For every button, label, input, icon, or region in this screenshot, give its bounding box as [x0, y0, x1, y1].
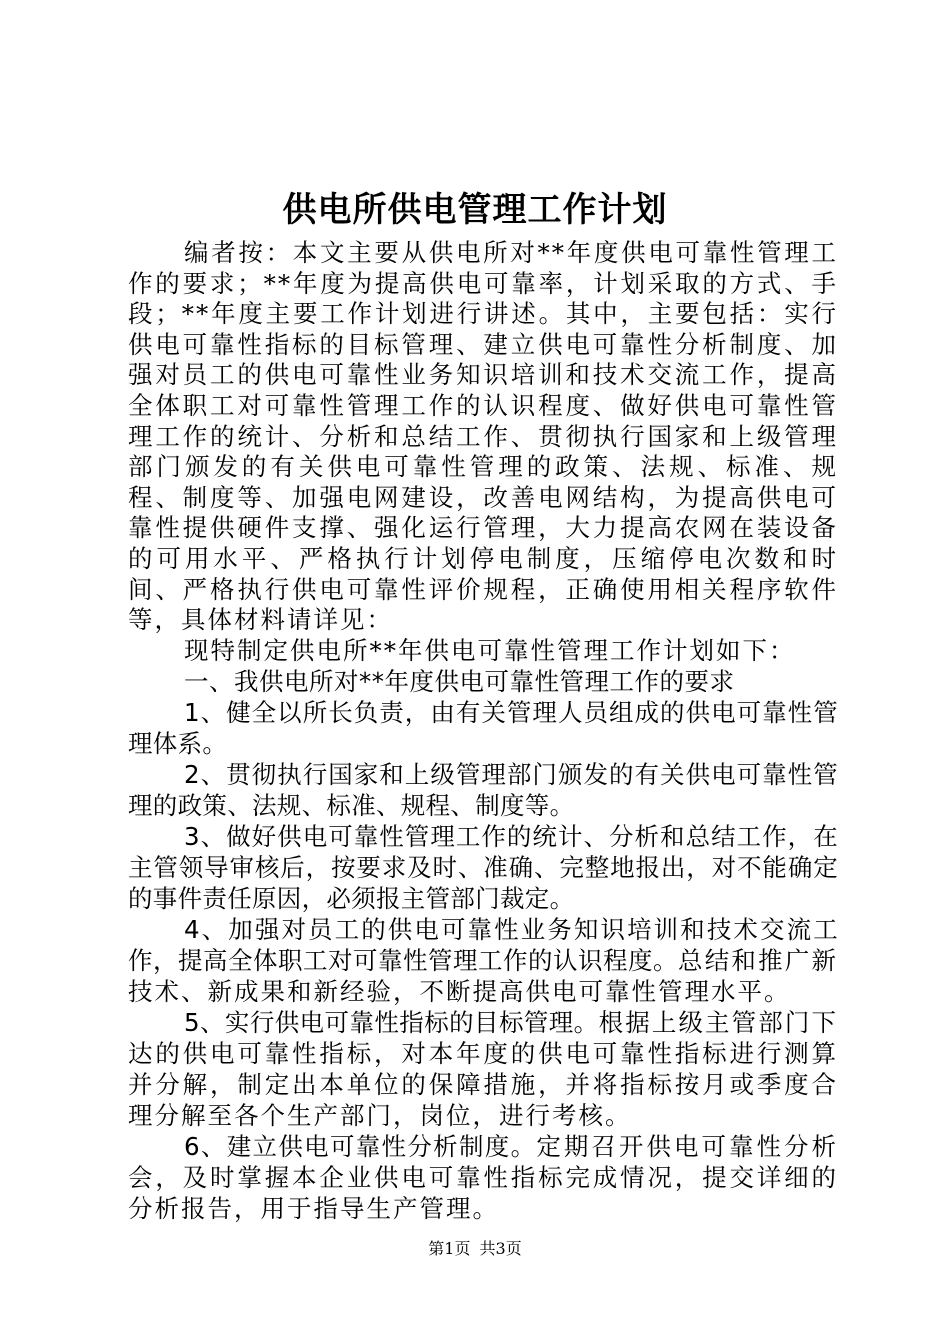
item-lead-text: 6、建立供电可靠性分析制度。	[184, 1132, 537, 1162]
item-lead-text: 3、做好供电可靠性管理工作的统计、分析和总结工作，在主管领导审核后，按要求及时、准确、完整地报出，对不能确定的事件责任原因，必须报主管部门裁定。	[128, 822, 838, 914]
item-rest-text: 根据上级主管部门下达的供电可靠性指标，对本年度的供电可靠性指标进行测算并分解，制定出本单位的保障措施，并将指标按月或季度合理分解至各个生产部门，岗位，进行考核。	[128, 1008, 839, 1131]
item-rest-text: 总结和推广新技术、新成果和新经验，不断提高供电可靠性管理水平。	[128, 946, 838, 1007]
document-body	[128, 238, 838, 1224]
section-heading: 一、我供电所对**年度供电可靠性管理工作的要求	[184, 667, 735, 697]
item-lead-text: 5、实行供电可靠性指标的目标管理。	[184, 1008, 599, 1038]
intro-paragraph: 现特制定供电所**年供电可靠性管理工作计划如下：	[184, 635, 796, 665]
editor-note-paragraph: 编者按：本文主要从供电所对**年度供电可靠性管理工作的要求；**年度为提高供电可靠率，计划采取的方式、手段；**年度主要工作计划进行讲述。其中，主要包括：实行供电可靠性指标的目标管理、建立供电可靠性分析制度、加强对员工的供电可靠性业务知识培训和技术交流工作，提高全体职工对可靠性管理工作的认识程度、做好供电可靠性管理工作的统计、分析和总结工作、贯彻执行国家和上级管理部门颁发的有关供电可靠性管理的政策、法规、标准、规程、制度等、加强电网建设，改善电网结构，为提高供电可靠性提供硬件支撑、强化运行管理，大力提高农网在装设备的可用水平、严格执行计划停电制度，压缩停电次数和时间、严格执行供电可靠性评价规程，正确使用相关程序软件等，具体材料请详见：	[128, 238, 838, 635]
item-paragraph	[128, 821, 838, 914]
page-total: 共3页	[479, 1239, 522, 1258]
item-paragraph	[128, 697, 838, 759]
item-lead-text: 1、健全以所长负责，由有关管理人员组成的供电可靠性管理体系。	[128, 698, 838, 759]
item-paragraph	[128, 1007, 838, 1131]
item-rest-text: 定期召开供电可靠性分析会，及时掌握本企业供电可靠性指标完成情况，提交详细的分析报告，用于指导生产管理。	[128, 1132, 838, 1224]
document-title: 供电所供电管理工作计划	[282, 190, 668, 230]
page-number: 第1页	[428, 1239, 471, 1258]
page-footer	[0, 1238, 950, 1260]
item-paragraph	[128, 1131, 838, 1224]
item-paragraph	[128, 759, 838, 821]
item-lead-text: 2、贯彻执行国家和上级管理部门颁发的有关供电可靠性管理的政策、法规、标准、规程、制度等。	[128, 760, 838, 821]
item-paragraph	[128, 914, 838, 1007]
item-lead-text: 4、加强对员工的供电可靠性业务知识培训和技术交流工作，提高全体职工对可靠性管理工作的认识程度。	[128, 915, 838, 976]
